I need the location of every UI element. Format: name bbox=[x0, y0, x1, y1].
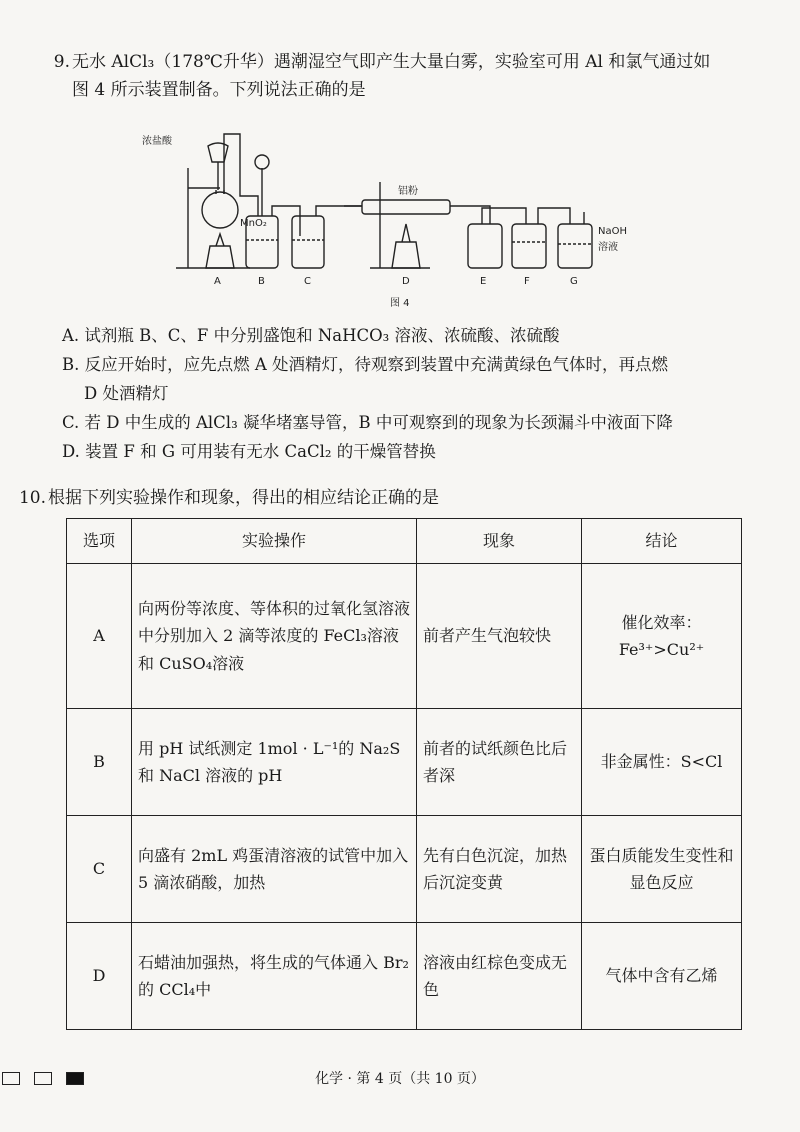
option-a: A. 试剂瓶 B、C、F 中分别盛饱和 NaHCO₃ 溶液、浓硫酸、浓硫酸 bbox=[62, 326, 560, 345]
label-al: 铝粉 bbox=[398, 186, 418, 197]
question-number: 9. bbox=[53, 52, 70, 72]
table-header-row bbox=[67, 519, 742, 564]
row-operation: 石蜡油加强热，将生成的气体通入 Br₂的 CCl₄中 bbox=[132, 923, 417, 1030]
label-device-g: G bbox=[570, 276, 578, 287]
question-9-stem bbox=[36, 48, 766, 104]
option-c: C. 若 D 中生成的 AlCl₃ 凝华堵塞导管，B 中可观察到的现象为长颈漏斗中液面下降 bbox=[62, 412, 673, 432]
row-phenomenon: 先有白色沉淀，加热后沉淀变黄 bbox=[417, 816, 582, 923]
row-option: C bbox=[67, 816, 132, 923]
question-stem-line1: 无水 AlCl₃（178℃升华）遇潮湿空气即产生大量白雾，实验室可用 Al 和氯气通过如 bbox=[72, 52, 711, 72]
table-row bbox=[67, 923, 742, 1030]
row-operation: 用 pH 试纸测定 1mol · L⁻¹的 Na₂S 和 NaCl 溶液的 pH bbox=[132, 709, 417, 816]
header-option: 选项 bbox=[67, 519, 132, 564]
header-operation: 实验操作 bbox=[132, 519, 417, 564]
label-naoh: NaOH bbox=[598, 226, 627, 237]
table-row bbox=[67, 564, 742, 709]
label-device-e: E bbox=[480, 276, 487, 287]
row-conclusion: 催化效率：Fe³⁺>Cu²⁺ bbox=[582, 564, 742, 709]
question-number: 10. bbox=[18, 488, 46, 508]
row-option: D bbox=[67, 923, 132, 1030]
apparatus-diagram bbox=[140, 128, 660, 318]
label-device-a: A bbox=[214, 276, 221, 287]
row-operation: 向盛有 2mL 鸡蛋清溶液的试管中加入 5 滴浓硝酸，加热 bbox=[132, 816, 417, 923]
question-stem: 根据下列实验操作和现象，得出的相应结论正确的是 bbox=[48, 488, 439, 508]
label-device-b: B bbox=[258, 276, 265, 287]
table-row bbox=[67, 816, 742, 923]
row-conclusion: 非金属性：S<Cl bbox=[582, 709, 742, 816]
option-b-line1: B. 反应开始时，应先点燃 A 处酒精灯，待观察到装置中充满黄绿色气体时，再点燃 bbox=[62, 354, 669, 374]
option-d: D. 装置 F 和 G 可用装有无水 CaCl₂ 的干燥管替换 bbox=[62, 441, 436, 461]
row-option: B bbox=[67, 709, 132, 816]
table-row bbox=[67, 709, 742, 816]
option-b-line2: D 处酒精灯 bbox=[84, 383, 169, 403]
apparatus-figure bbox=[140, 128, 660, 318]
page-footer bbox=[0, 1064, 800, 1104]
row-phenomenon: 前者的试纸颜色比后者深 bbox=[417, 709, 582, 816]
question-stem-line2: 图 4 所示装置制备。下列说法正确的是 bbox=[72, 80, 366, 101]
header-conclusion: 结论 bbox=[582, 519, 742, 564]
label-device-d: D bbox=[402, 276, 410, 287]
figure-caption: 图 4 bbox=[390, 298, 410, 309]
row-phenomenon: 前者产生气泡较快 bbox=[417, 564, 582, 709]
question-10-stem bbox=[12, 484, 752, 512]
page-number: 化学 · 第 4 页（共 10 页） bbox=[315, 1071, 485, 1087]
label-mno2: MnO₂ bbox=[240, 218, 267, 229]
label-hcl: 浓盐酸 bbox=[142, 136, 172, 147]
row-phenomenon: 溶液由红棕色变成无色 bbox=[417, 923, 582, 1030]
row-operation: 向两份等浓度、等体积的过氧化氢溶液中分别加入 2 滴等浓度的 FeCl₃溶液和 CuSO₄溶液 bbox=[132, 564, 417, 709]
header-phenomenon: 现象 bbox=[417, 519, 582, 564]
row-conclusion: 蛋白质能发生变性和显色反应 bbox=[582, 816, 742, 923]
row-conclusion: 气体中含有乙烯 bbox=[582, 923, 742, 1030]
label-device-f: F bbox=[524, 276, 530, 287]
label-solution: 溶液 bbox=[598, 242, 618, 253]
experiment-table bbox=[66, 518, 742, 1030]
label-device-c: C bbox=[304, 276, 311, 287]
question-9-options bbox=[62, 322, 762, 466]
row-option: A bbox=[67, 564, 132, 709]
